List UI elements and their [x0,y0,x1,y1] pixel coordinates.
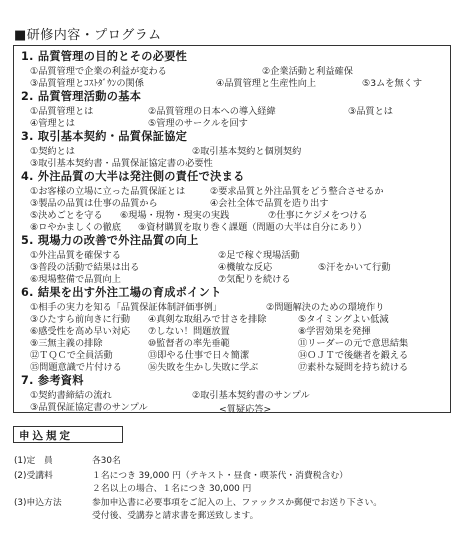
list-item-text: ⑫ＴＱＣで全員活動 [30,350,113,361]
list-item-text: ⑨三無主義の排除 [30,338,103,349]
list-item-text: ③品質保証協定書のサンプル [30,402,148,413]
list-item-text: ⑤3ムを無くす [362,78,423,89]
list-item-text: ④管理とは [30,118,75,129]
list-item-text: ⑤汗をかいて行動 [318,262,391,273]
capacity-value: 各30名 [92,456,121,466]
list-item-text: ①契約とは [30,146,75,157]
list-item-text: ①外注品質を確保する [30,250,121,261]
list-item-text: ⑤決めごとを守る [30,210,103,221]
list-item-text: ⑯失敗を生かし失敗に学ぶ [148,362,259,373]
section-title: 6. 結果を出す外注工場の育成ポイント [21,286,222,299]
program-box [13,45,451,413]
section-title: 3. 取引基本契約・品質保証協定 [21,130,188,143]
list-item-text: ⑨資材購買を取り巻く課題（問題の大半は自分にあり） [138,222,367,233]
list-item-text: ②足で稼ぐ現場活動 [218,250,300,261]
list-item-text: ⑦気配りを続ける [218,274,291,285]
list-item-text: ③取引基本契約書・品質保証協定書の必要性 [30,158,213,169]
method-label: (3)申込方法 [14,498,62,508]
list-item-text: ⑬即やる仕事で日々簡潔 [148,350,250,361]
list-item-text: ⑤タイミングよい低減 [298,314,389,325]
list-item-text: ⑥感受性を高め早い対応 [30,326,131,337]
section-title: 5. 現場力の改善で外注品質の向上 [21,234,199,247]
list-item-text: ②取引基本契約と個別契約 [192,146,302,157]
list-item-text: ⑩監督者の率先垂範 [148,338,230,349]
list-item-text: ⑦仕事にケジメをつける [268,210,368,221]
list-item-text: ④品質管理と生産性向上 [216,78,317,89]
list-item-text: ③ひたすら前向きに行動 [30,314,131,325]
list-item-text: ④機敏な反応 [218,262,273,273]
list-item-text: ①契約書締結の流れ [30,390,112,401]
list-item-text: ②取引基本契約書のサンプル [192,390,310,401]
fee-value-2: ２名以上の場合、１名につき 30,000 円 [92,484,252,494]
list-item-text: ⑭ＯＪＴで後継者を鍛える [298,350,409,361]
method-value: 参加申込書に必要事項をご記入の上、ファックスか郵便でお送り下さい。 [92,498,383,508]
list-item-text: ②品質管理の日本への導入経緯 [148,106,276,117]
section-title: 4. 外注品質の大半は発注側の責任で決まる [21,170,245,183]
list-item-text: ⑦しない！問題放置 [148,326,230,337]
list-item-text: ③製品の品質は仕事の品質から [30,198,158,209]
list-item-text: ⑥現場整備で品質向上 [30,274,121,285]
apply-rules-title: 申込規定 [13,426,123,443]
list-item-text: ⑥現場・現物・現実の実践 [120,210,230,221]
list-item-text: ③普段の活動で結果は出る [30,262,140,273]
method-value-2: 受付後、受講券と請求書を郵送致します。 [92,511,259,521]
list-item-text: ⑮問題意識で片付ける [30,362,122,373]
list-item-text: ①品質管理とは [30,106,94,117]
fee-value: １名につき 39,000 円（テキスト・昼食・喫茶代・消費税含む） [92,471,348,481]
program-heading: ■研修内容・プログラム [14,28,162,43]
section-title: 2. 品質管理活動の基本 [21,90,142,103]
fee-label: (2)受講料 [14,471,53,481]
list-item-text: ⑧学習効果を発揮 [298,326,371,337]
capacity-label: (1)定 員 [14,456,53,466]
list-item-text: ①お客様の立場に立った品質保証とは [30,186,186,197]
list-item-text: ③品質とは [348,106,393,117]
section-title: 7. 参考資料 [21,374,84,387]
list-item-text: ②問題解決のための環境作り [266,302,385,313]
list-item-text: ⑰素朴な疑問を持ち続ける [298,362,409,373]
list-item-text: ⑪リーダーの元で意思結集 [298,338,409,349]
section-title: 1. 品質管理の目的とその必要性 [21,50,188,63]
list-item-text: ①品質管理で企業の利益が変わる [30,66,167,77]
list-item-text: ③品質管理とｺｽﾄﾀﾞｳﾝの関係 [30,78,144,89]
qa-note: <質疑応答> [219,404,272,415]
list-item-text: ④真剣な取組みで甘さを排除 [148,314,267,325]
list-item-text: ⑧ロやかましくの徹底 [30,222,121,233]
list-item-text: ④会社全体で品質を造り出す [210,198,329,209]
list-item-text: ②要求品質と外注品質をどう整合させるか [210,186,384,197]
list-item-text: ⑤管理のサークルを回す [148,118,248,129]
list-item-text: ①相手の実力を知る「品質保証体制評価事例」 [30,302,222,313]
list-item-text: ②企業活動と利益確保 [262,66,353,77]
